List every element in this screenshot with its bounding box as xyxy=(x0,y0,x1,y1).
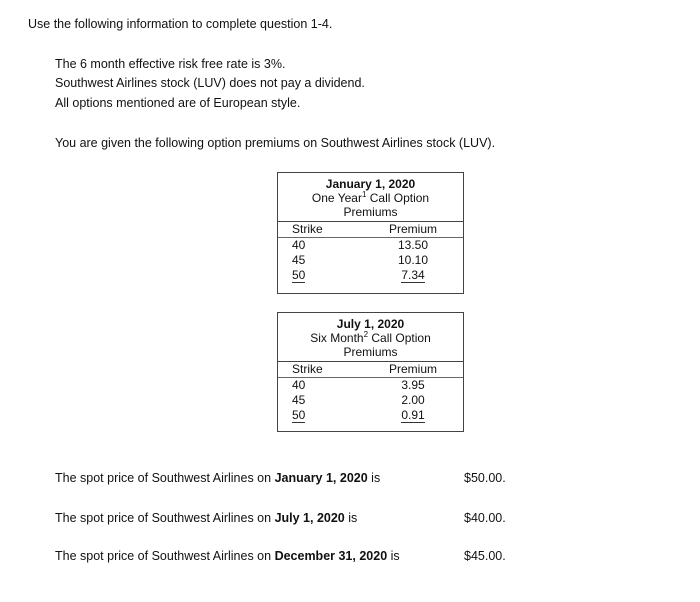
premium-cell: 3.95 xyxy=(401,378,425,392)
table-row xyxy=(278,238,463,253)
spot-price-value: $45.00. xyxy=(464,549,506,563)
intro-instruction: Use the following information to complete question 1-4. xyxy=(28,17,333,31)
table-row xyxy=(278,378,463,393)
strike-cell: 40 xyxy=(292,378,306,392)
strike-cell: 50 xyxy=(292,268,306,282)
spot-price-value: $40.00. xyxy=(464,511,506,525)
table-header xyxy=(278,313,463,362)
strike-cell: 40 xyxy=(292,238,306,252)
table-subtitle: Premiums xyxy=(343,345,398,359)
spot-date: January 1, 2020 xyxy=(274,471,368,485)
premium-column-header: Premium xyxy=(388,362,437,376)
table-date: July 1, 2020 xyxy=(336,317,405,331)
strike-cell: 45 xyxy=(292,393,306,407)
spot-price-statement: The spot price of Southwest Airlines on July 1, 2020 is xyxy=(55,511,358,525)
spot-price-statement: The spot price of Southwest Airlines on January 1, 2020 is xyxy=(55,471,381,485)
table-date: January 1, 2020 xyxy=(325,177,416,191)
column-headers xyxy=(278,222,463,238)
premium-cell: 7.34 xyxy=(401,268,425,282)
spot-date: July 1, 2020 xyxy=(274,511,345,525)
premium-cell: 0.91 xyxy=(401,408,425,422)
dividend-text: Southwest Airlines stock (LUV) does not pay a dividend. xyxy=(55,76,365,90)
strike-column-header: Strike xyxy=(292,222,323,236)
premium-cell: 10.10 xyxy=(397,253,429,267)
table-title: One Year$^1$ Call Option xyxy=(311,190,430,205)
table-row xyxy=(278,253,463,268)
table-row xyxy=(278,268,463,283)
strike-column-header: Strike xyxy=(292,362,323,376)
table-row xyxy=(278,393,463,408)
spot-date: December 31, 2020 xyxy=(274,549,388,563)
six-month-premium-table xyxy=(277,312,464,432)
strike-cell: 50 xyxy=(292,408,306,422)
spot-price-value: $50.00. xyxy=(464,471,506,485)
strike-cell: 45 xyxy=(292,253,306,267)
column-headers xyxy=(278,362,463,378)
premium-column-header: Premium xyxy=(388,222,437,236)
table-subtitle: Premiums xyxy=(343,205,398,219)
risk-free-rate-text: The 6 month effective risk free rate is 3%. xyxy=(55,57,286,71)
option-style-text: All options mentioned are of European style. xyxy=(55,96,301,110)
table-title: Six Month$^2$ Call Option xyxy=(310,330,431,345)
premiums-intro-text: You are given the following option premiums on Southwest Airlines stock (LUV). xyxy=(55,136,496,150)
table-header xyxy=(278,173,463,222)
premium-cell: 13.50 xyxy=(397,238,429,252)
spot-price-statement: The spot price of Southwest Airlines on December 31, 2020 is xyxy=(55,549,400,563)
one-year-premium-table xyxy=(277,172,464,294)
premium-cell: 2.00 xyxy=(401,393,425,407)
table-row xyxy=(278,408,463,423)
